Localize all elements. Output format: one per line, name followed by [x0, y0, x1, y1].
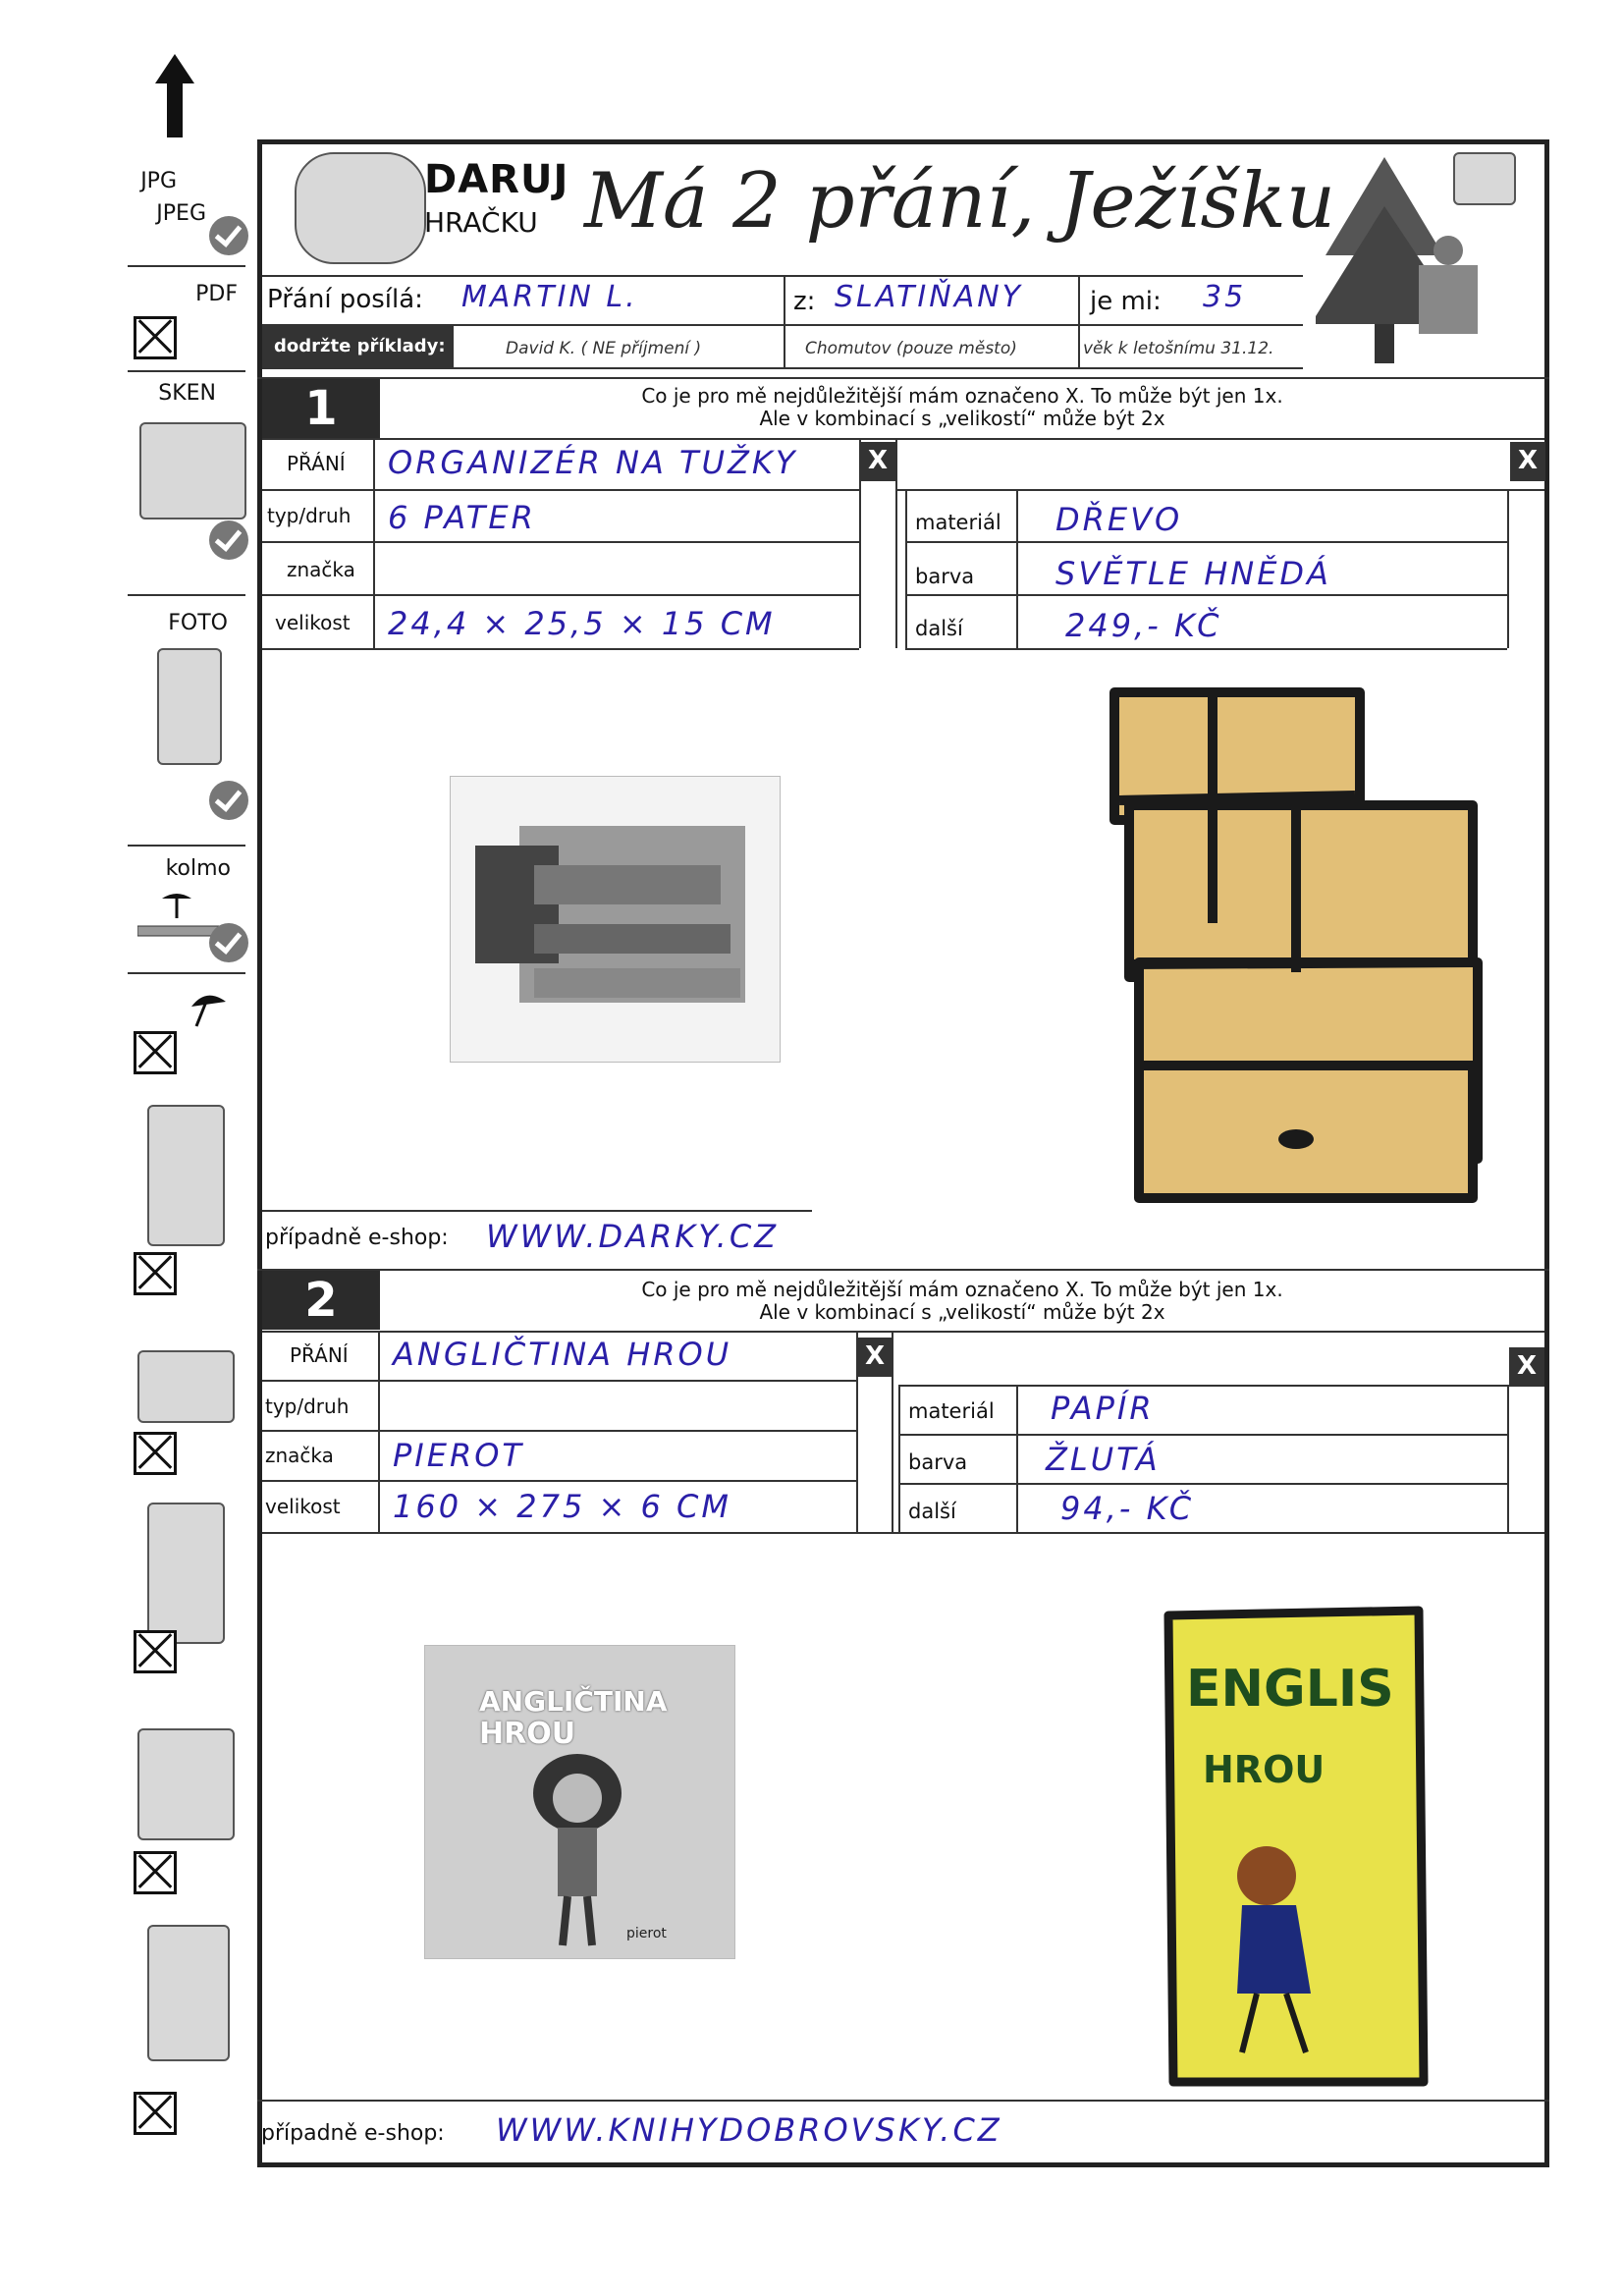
row-label-other: další: [908, 1500, 956, 1523]
eshop-label: případně e-shop:: [261, 2121, 445, 2146]
phone-photo-icon: [157, 648, 222, 765]
santa-logo-icon: [295, 152, 426, 264]
check-icon: [209, 781, 248, 820]
book-drawing: [1149, 1601, 1443, 2092]
divider: [262, 367, 1303, 369]
divider: [1078, 277, 1080, 324]
wish-number: 2: [262, 1271, 380, 1330]
divider: [1016, 489, 1018, 648]
eshop-value: WWW.KNIHYDOBROVSKY.CZ: [496, 2111, 1002, 2149]
book-publisher: pierot: [626, 1926, 667, 1941]
divider: [262, 1430, 856, 1432]
divider: [262, 594, 859, 596]
divider: [905, 489, 907, 648]
logo-text: [424, 157, 568, 239]
sender-name: MARTIN L.: [461, 280, 638, 314]
wish-value: ANGLIČTINA HROU: [393, 1336, 732, 1373]
town-label: z:: [793, 287, 816, 316]
name-example: David K. ( NE příjmení ): [506, 339, 702, 358]
row-label-size: velikost: [275, 611, 351, 634]
divider: [1078, 326, 1080, 367]
divider: [262, 1210, 812, 1212]
row-label-size: velikost: [265, 1495, 341, 1518]
wish-number: 1: [262, 379, 380, 438]
organizer-drawing: [1090, 678, 1492, 1228]
row-label-color: barva: [915, 565, 975, 588]
row-label-brand: značka: [287, 558, 355, 581]
divider: [128, 845, 245, 847]
drawing-text-line2: HROU: [1203, 1748, 1325, 1791]
wish-note-line1: Co je pro mě nejdůležitější mám označeno X. To může být jen 1x.: [641, 1278, 1283, 1301]
importance-x-mark: X: [1510, 442, 1545, 481]
tilted-camera-icon: [182, 982, 231, 1031]
wish-note-line2: Ale v kombinací s „velikostí“ může být 2x: [759, 407, 1165, 430]
divider: [262, 438, 1544, 440]
divider: [895, 489, 1544, 491]
divider: [898, 1434, 1507, 1436]
divider: [257, 2100, 1549, 2102]
sidebar-jpg-label: JPG: [140, 169, 177, 193]
book-title-line2: HROU: [479, 1717, 576, 1751]
importance-x-mark: X: [860, 442, 895, 481]
age-label: je mi:: [1090, 287, 1162, 316]
other-value: 94,- KČ: [1060, 1490, 1195, 1527]
phone-hand-icon: [147, 1503, 225, 1644]
divider: [905, 648, 1507, 650]
size-value: 160 × 275 × 6 CM: [393, 1488, 731, 1525]
divider: [784, 277, 785, 324]
importance-x-mark: X: [857, 1338, 893, 1377]
divider: [262, 1532, 1544, 1534]
sender-label: Přání posílá:: [267, 285, 423, 314]
divider: [262, 275, 1303, 277]
importance-x-mark: X: [1509, 1347, 1544, 1387]
row-label-wish: PŘÁNÍ: [290, 1343, 349, 1367]
other-value: 249,- KČ: [1065, 607, 1222, 644]
divider: [262, 1380, 856, 1382]
color-value: SVĚTLE HNĚDÁ: [1055, 555, 1331, 592]
divider: [905, 594, 1507, 596]
divider: [128, 972, 245, 974]
logo-line1: DARUJ: [424, 157, 569, 202]
row-label-material: materiál: [908, 1399, 995, 1423]
divider: [262, 1480, 856, 1482]
row-label-brand: značka: [265, 1444, 334, 1467]
drawing-text-line1: ENGLIS: [1186, 1660, 1394, 1719]
sender-town: SLATIŇANY: [835, 280, 1023, 314]
divider: [262, 648, 859, 650]
sidebar-sken-label: SKEN: [158, 381, 216, 406]
divider: [128, 370, 245, 372]
divider: [895, 438, 897, 648]
phone-tilted-icon: [147, 1105, 225, 1246]
divider: [262, 541, 859, 543]
divider: [898, 1385, 900, 1532]
examples-label: dodržte příklady:: [262, 326, 454, 367]
town-example: Chomutov (pouze město): [805, 339, 1017, 358]
scanner-icon: [139, 422, 246, 519]
phone-hand-icon: [137, 1728, 235, 1840]
sender-age: 35: [1203, 280, 1247, 314]
divider: [257, 377, 1549, 379]
divider: [262, 489, 859, 491]
phone-hand-icon: [147, 1925, 230, 2061]
eshop-value: WWW.DARKY.CZ: [486, 1218, 780, 1255]
logo-line2: HRAČKU: [424, 206, 538, 239]
divider: [1507, 489, 1509, 648]
size-value: 24,4 × 25,5 × 15 CM: [388, 605, 776, 642]
sidebar-kolmo-label: kolmo: [165, 856, 231, 881]
cross-box-icon: [134, 2092, 177, 2135]
wish-note: [383, 385, 1542, 430]
cross-box-icon: [134, 1432, 177, 1475]
sidebar-pdf-label: PDF: [195, 282, 238, 306]
row-label-type: typ/druh: [267, 504, 352, 527]
organizer-photo: [450, 776, 781, 1063]
book-title-line1: ANGLIČTINA: [479, 1685, 668, 1718]
page-title: Má 2 přání, Ježíšku: [584, 157, 1336, 246]
sidebar-jpeg-label: JPEG: [156, 201, 206, 226]
divider: [905, 541, 1507, 543]
divider: [898, 1483, 1507, 1485]
wish-note-line1: Co je pro mě nejdůležitější mám označeno X. To může být jen 1x.: [641, 384, 1283, 408]
divider: [373, 438, 375, 648]
row-label-color: barva: [908, 1450, 968, 1474]
material-value: DŘEVO: [1055, 501, 1183, 538]
book-cover-photo: [424, 1645, 735, 1959]
row-label-wish: PŘÁNÍ: [287, 452, 346, 475]
cross-box-icon: [134, 1031, 177, 1074]
check-icon: [209, 216, 248, 255]
gifts-icon: [1453, 152, 1516, 205]
cross-box-icon: [134, 316, 177, 359]
row-label-other: další: [915, 617, 963, 640]
cross-box-icon: [134, 1252, 177, 1295]
wish-note: [383, 1279, 1542, 1324]
divider: [128, 265, 245, 267]
wish-value: ORGANIZÉR NA TUŽKY: [388, 444, 798, 481]
divider: [257, 1269, 1549, 1271]
divider: [1016, 1385, 1018, 1532]
divider: [892, 1331, 893, 1532]
check-icon: [209, 923, 248, 962]
material-value: PAPÍR: [1051, 1390, 1155, 1427]
divider: [262, 1331, 1544, 1333]
phone-hand-icon: [137, 1350, 235, 1423]
divider: [128, 594, 245, 596]
brand-value: PIEROT: [393, 1437, 524, 1474]
wish-note-line2: Ale v kombinací s „velikostí“ může být 2x: [759, 1300, 1165, 1324]
upload-arrow-icon: [155, 54, 194, 137]
divider: [784, 326, 785, 367]
divider: [898, 1385, 1544, 1387]
color-value: ŽLUTÁ: [1046, 1441, 1161, 1478]
check-icon: [209, 520, 248, 560]
cross-box-icon: [134, 1630, 177, 1673]
cross-box-icon: [134, 1851, 177, 1894]
type-value: 6 PATER: [388, 499, 536, 536]
eshop-label: případně e-shop:: [265, 1226, 449, 1250]
age-example: věk k letošnímu 31.12.: [1083, 339, 1274, 358]
row-label-material: materiál: [915, 511, 1001, 534]
divider: [1507, 1385, 1509, 1532]
sidebar-foto-label: FOTO: [168, 611, 228, 635]
row-label-type: typ/druh: [265, 1394, 350, 1418]
